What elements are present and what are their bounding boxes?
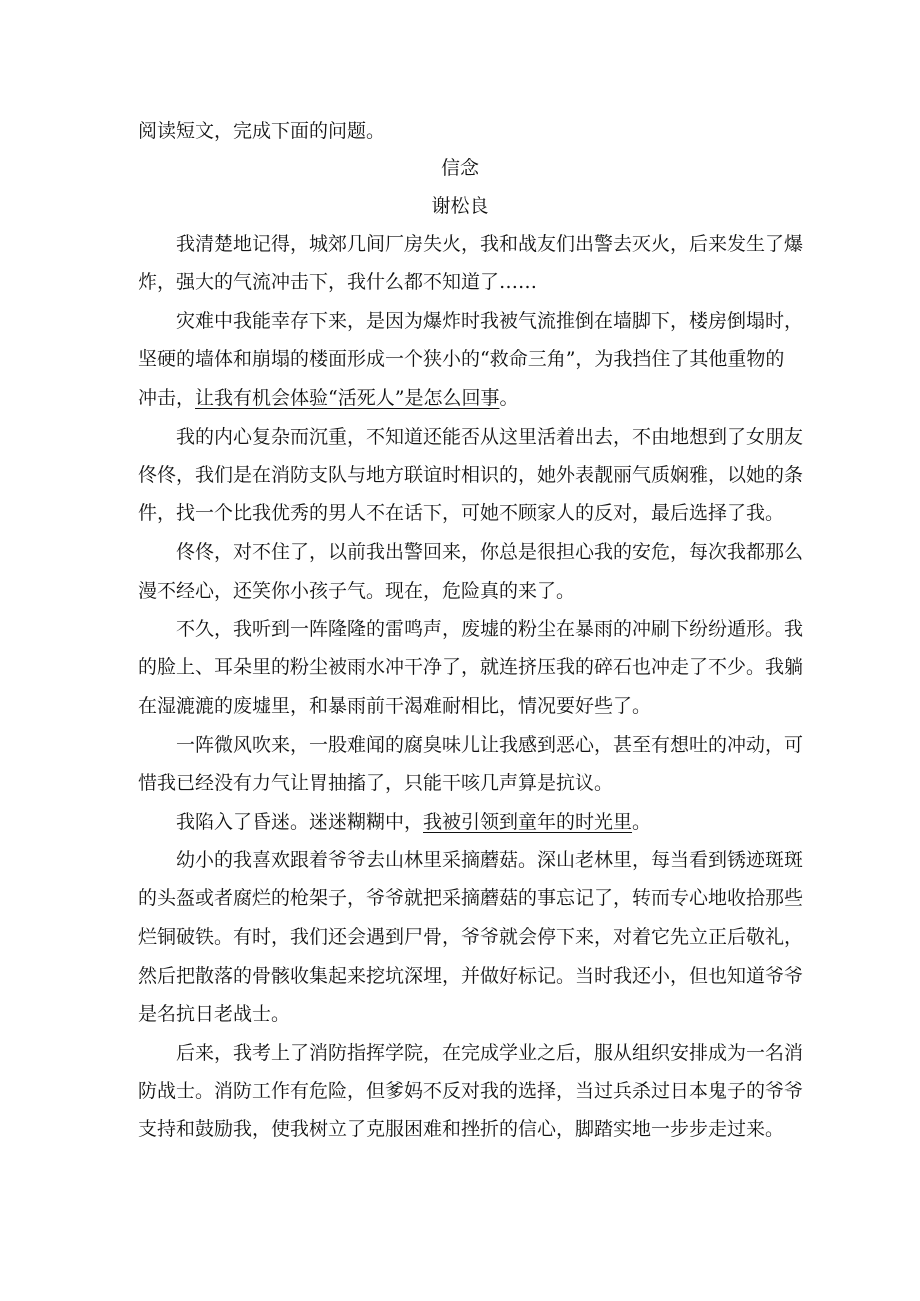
line-text: 佟佟，对不住了，以前我出警回来，你总是很担心我的安危，每次我都那么 bbox=[176, 541, 804, 563]
line-text: 不久，我听到一阵隆隆的雷鸣声，废墟的粉尘在暴雨的冲刷下纷纷遁形。我 bbox=[176, 618, 804, 640]
paragraph-line bbox=[176, 1039, 803, 1067]
line-text: 支持和鼓励我，使我树立了克服困难和挫折的信心，脚踏实地一步步走过来。 bbox=[138, 1118, 785, 1140]
paragraph-line bbox=[138, 1115, 784, 1143]
instruction-text: 阅读短文，完成下面的问题。 bbox=[138, 120, 386, 142]
paragraph-line bbox=[138, 653, 803, 681]
paragraph-line bbox=[138, 345, 784, 373]
line-text: 的脸上、耳朵里的粉尘被雨水冲干净了，就连挤压我的碎石也冲走了不少。我躺 bbox=[138, 656, 804, 678]
line-text: 。 bbox=[499, 387, 519, 409]
line-text: 烂铜破铁。有时，我们还会遇到尸骨，爷爷就会停下来，对着它先立正后敬礼， bbox=[138, 926, 804, 948]
paragraph-line bbox=[138, 1077, 803, 1105]
paragraph-line bbox=[176, 538, 803, 566]
article-author: 谢松良 bbox=[431, 195, 489, 217]
line-text: 幼小的我喜欢跟着爷爷去山林里采摘蘑菇。深山老林里，每当看到锈迹斑斑 bbox=[176, 849, 804, 871]
line-text: 防战士。消防工作有危险，但爹妈不反对我的选择，当过兵杀过日本鬼子的爷爷 bbox=[138, 1080, 804, 1102]
paragraph-line bbox=[138, 268, 537, 296]
paragraph-line bbox=[138, 923, 803, 951]
paragraph-line bbox=[176, 731, 803, 759]
paragraph-line bbox=[138, 692, 651, 720]
line-text: 我的内心复杂而沉重，不知道还能否从这里活着出去，不由地想到了女朋友 bbox=[176, 426, 804, 448]
paragraph-line bbox=[176, 230, 803, 258]
paragraph-line bbox=[176, 615, 803, 643]
paragraph-line bbox=[138, 884, 803, 912]
line-text: 坚硬的墙体和崩塌的楼面形成一个狭小的“救命三角”，为我挡住了其他重物的 bbox=[138, 348, 785, 370]
line-text: 漫不经心，还笑你小孩子气。现在，危险真的来了。 bbox=[138, 580, 576, 602]
paragraph-line bbox=[176, 846, 803, 874]
underlined-phrase: 我被引领到童年的时光里 bbox=[423, 811, 633, 833]
line-text: 件，找一个比我优秀的男人不在话下，可她不顾家人的反对，最后选择了我。 bbox=[138, 502, 785, 524]
paragraph-line bbox=[176, 808, 651, 836]
underlined-phrase: 让我有机会体验“活死人”是怎么回事 bbox=[195, 387, 500, 409]
paragraph-line bbox=[176, 423, 803, 451]
line-text: 惜我已经没有力气让胃抽搐了，只能干咳几声算是抗议。 bbox=[138, 772, 614, 794]
line-text: 一阵微风吹来，一股难闻的腐臭味儿让我感到恶心，甚至有想吐的冲动，可 bbox=[176, 734, 804, 756]
line-text: 灾难中我能幸存下来，是因为爆炸时我被气流推倒在墙脚下，楼房倒塌时， bbox=[176, 310, 804, 332]
paragraph-line bbox=[138, 769, 613, 797]
paragraph-line bbox=[138, 1000, 290, 1028]
line-text: 。 bbox=[632, 811, 652, 833]
line-text: 我清楚地记得，城郊几间厂房失火，我和战友们出警去灭火，后来发生了爆 bbox=[176, 233, 804, 255]
paragraph-line bbox=[138, 577, 575, 605]
line-text: 是名抗日老战士。 bbox=[138, 1003, 291, 1025]
paragraph-line bbox=[138, 384, 518, 412]
line-text: 佟佟，我们是在消防支队与地方联谊时相识的，她外表靓丽气质娴雅，以她的条 bbox=[138, 464, 804, 486]
line-text: 的头盔或者腐烂的枪架子，爷爷就把采摘蘑菇的事忘记了，转而专心地收拾那些 bbox=[138, 887, 804, 909]
line-text: 在湿漉漉的废墟里，和暴雨前干渴难耐相比，情况要好些了。 bbox=[138, 695, 652, 717]
line-text: 我陷入了昏迷。迷迷糊糊中， bbox=[176, 811, 424, 833]
article-title: 信念 bbox=[440, 157, 479, 179]
line-text: 后来，我考上了消防指挥学院，在完成学业之后，服从组织安排成为一名消 bbox=[176, 1042, 804, 1064]
paragraph-line bbox=[176, 307, 803, 335]
paragraph-line bbox=[138, 499, 784, 527]
line-text: 然后把散落的骨骸收集起来挖坑深埋，并做好标记。当时我还小，但也知道爷爷 bbox=[138, 965, 804, 987]
line-text: 炸，强大的气流冲击下，我什么都不知道了…… bbox=[138, 271, 538, 293]
line-text: 冲击， bbox=[138, 387, 196, 409]
paragraph-line bbox=[138, 461, 803, 489]
paragraph-line bbox=[138, 962, 803, 990]
